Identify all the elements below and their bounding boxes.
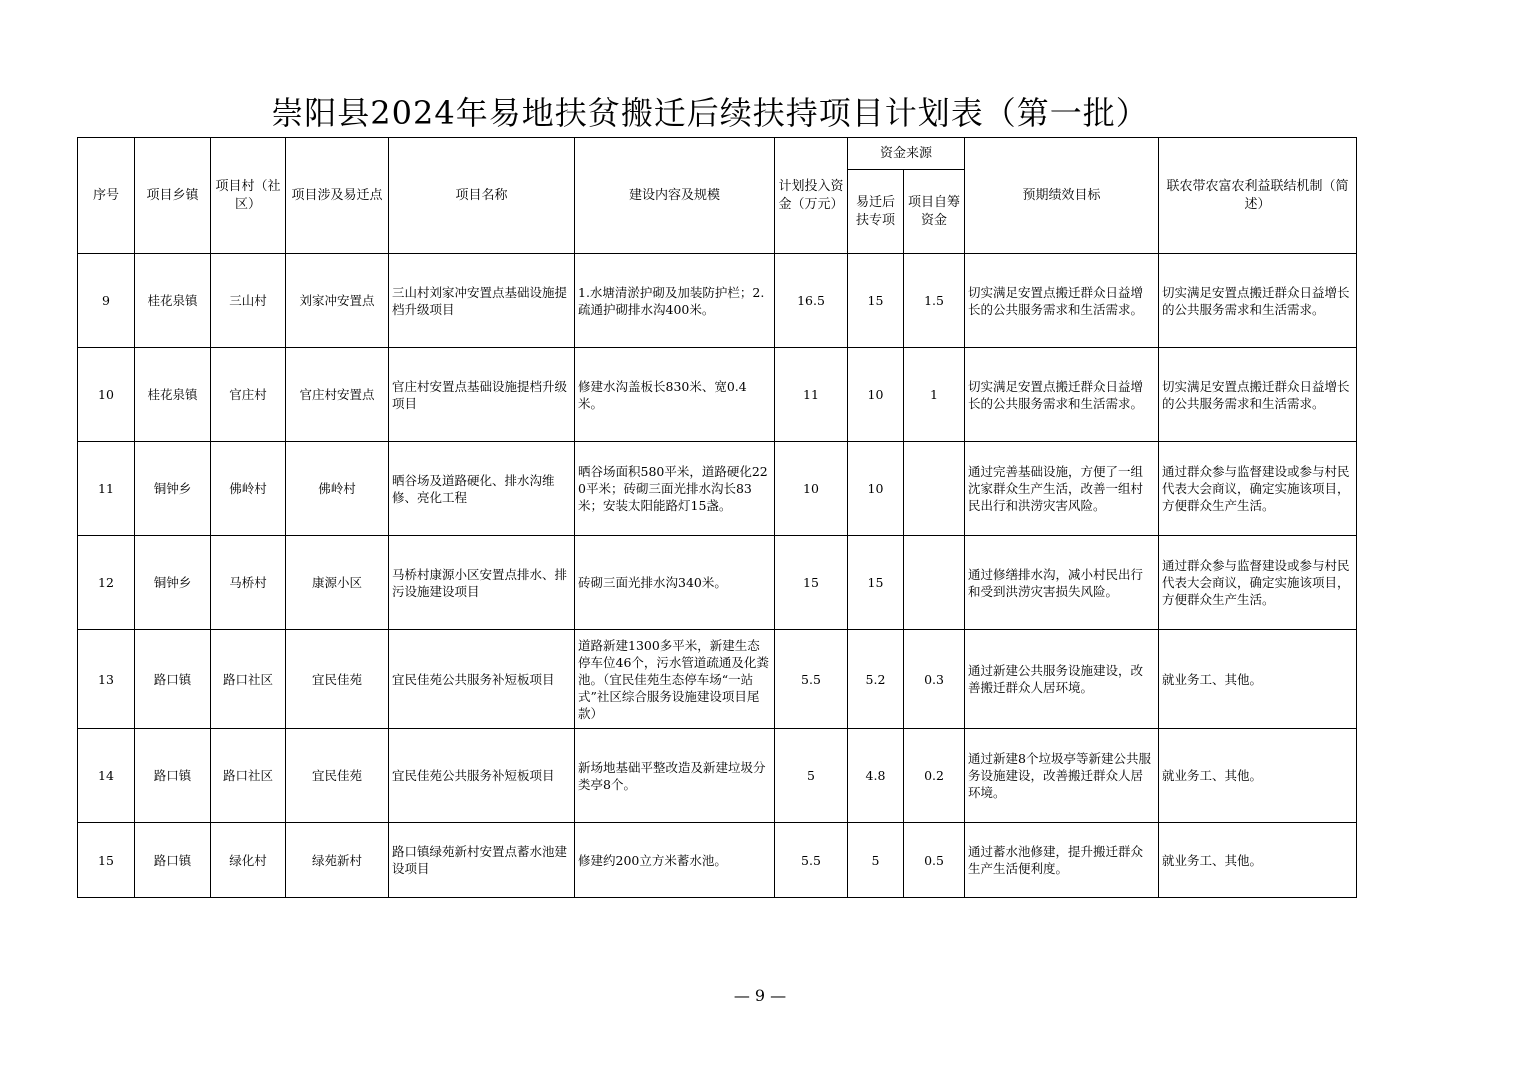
header-seq: 序号 xyxy=(78,138,135,254)
cell-mechanism: 通过群众参与监督建设或参与村民代表大会商议，确定实施该项目，方便群众生产生活。 xyxy=(1159,442,1357,536)
cell-self: 0.5 xyxy=(904,823,965,898)
cell-town: 铜钟乡 xyxy=(135,442,211,536)
page-number: — 9 — xyxy=(733,986,787,1005)
cell-plan: 5.5 xyxy=(775,823,848,898)
cell-plan: 15 xyxy=(775,536,848,630)
cell-mechanism: 切实满足安置点搬迁群众日益增长的公共服务需求和生活需求。 xyxy=(1159,348,1357,442)
cell-site: 佛岭村 xyxy=(286,442,389,536)
project-table xyxy=(77,137,1357,898)
cell-site: 宜民佳苑 xyxy=(286,729,389,823)
cell-site: 康源小区 xyxy=(286,536,389,630)
table-row xyxy=(78,536,1357,630)
cell-goal: 通过新建8个垃圾亭等新建公共服务设施建设，改善搬迁群众人居环境。 xyxy=(965,729,1159,823)
cell-content: 砖砌三面光排水沟340米。 xyxy=(575,536,775,630)
cell-village: 佛岭村 xyxy=(211,442,286,536)
cell-name: 宜民佳苑公共服务补短板项目 xyxy=(389,729,575,823)
cell-content: 晒谷场面积580平米，道路硬化220平米；砖砌三面光排水沟长83米；安装太阳能路灯15盏。 xyxy=(575,442,775,536)
cell-goal: 通过新建公共服务设施建设，改善搬迁群众人居环境。 xyxy=(965,630,1159,729)
cell-mechanism: 就业务工、其他。 xyxy=(1159,823,1357,898)
cell-self: 1 xyxy=(904,348,965,442)
table-row xyxy=(78,254,1357,348)
cell-site: 官庄村安置点 xyxy=(286,348,389,442)
cell-seq: 11 xyxy=(78,442,135,536)
cell-mechanism: 就业务工、其他。 xyxy=(1159,729,1357,823)
table-body xyxy=(78,254,1357,898)
cell-village: 路口社区 xyxy=(211,729,286,823)
header-name: 项目名称 xyxy=(389,138,575,254)
cell-village: 路口社区 xyxy=(211,630,286,729)
cell-name: 宜民佳苑公共服务补短板项目 xyxy=(389,630,575,729)
header-fund-source: 资金来源 xyxy=(848,138,965,170)
cell-goal: 切实满足安置点搬迁群众日益增长的公共服务需求和生活需求。 xyxy=(965,348,1159,442)
cell-plan: 11 xyxy=(775,348,848,442)
cell-special: 5 xyxy=(848,823,904,898)
cell-seq: 14 xyxy=(78,729,135,823)
cell-content: 修建水沟盖板长830米、宽0.4米。 xyxy=(575,348,775,442)
cell-name: 马桥村康源小区安置点排水、排污设施建设项目 xyxy=(389,536,575,630)
cell-content: 1.水塘清淤护砌及加装防护栏；2.疏通护砌排水沟400米。 xyxy=(575,254,775,348)
cell-self xyxy=(904,536,965,630)
cell-goal: 切实满足安置点搬迁群众日益增长的公共服务需求和生活需求。 xyxy=(965,254,1159,348)
header-fund-special: 易迁后扶专项 xyxy=(848,170,904,254)
cell-town: 路口镇 xyxy=(135,729,211,823)
cell-seq: 10 xyxy=(78,348,135,442)
cell-site: 宜民佳苑 xyxy=(286,630,389,729)
header-town: 项目乡镇 xyxy=(135,138,211,254)
cell-plan: 16.5 xyxy=(775,254,848,348)
cell-special: 15 xyxy=(848,254,904,348)
cell-plan: 10 xyxy=(775,442,848,536)
header-plan-fund: 计划投入资金（万元） xyxy=(775,138,848,254)
page-title: 崇阳县2024年易地扶贫搬迁后续扶持项目计划表（第一批） xyxy=(271,94,1149,132)
cell-site: 刘家冲安置点 xyxy=(286,254,389,348)
cell-special: 4.8 xyxy=(848,729,904,823)
table-row xyxy=(78,442,1357,536)
cell-mechanism: 切实满足安置点搬迁群众日益增长的公共服务需求和生活需求。 xyxy=(1159,254,1357,348)
header-fund-self: 项目自筹资金 xyxy=(904,170,965,254)
cell-town: 铜钟乡 xyxy=(135,536,211,630)
cell-site: 绿苑新村 xyxy=(286,823,389,898)
cell-town: 路口镇 xyxy=(135,823,211,898)
table-row xyxy=(78,729,1357,823)
cell-content: 道路新建1300多平米，新建生态停车位46个，污水管道疏通及化粪池。（宜民佳苑生态停车场“一站式”社区综合服务设施建设项目尾款） xyxy=(575,630,775,729)
table-header xyxy=(78,138,1357,254)
cell-name: 晒谷场及道路硬化、排水沟维修、亮化工程 xyxy=(389,442,575,536)
cell-plan: 5.5 xyxy=(775,630,848,729)
header-village: 项目村（社区） xyxy=(211,138,286,254)
cell-special: 5.2 xyxy=(848,630,904,729)
table-row xyxy=(78,823,1357,898)
cell-goal: 通过修缮排水沟，减小村民出行和受到洪涝灾害损失风险。 xyxy=(965,536,1159,630)
table-row xyxy=(78,348,1357,442)
cell-plan: 5 xyxy=(775,729,848,823)
cell-name: 官庄村安置点基础设施提档升级项目 xyxy=(389,348,575,442)
cell-town: 路口镇 xyxy=(135,630,211,729)
cell-self: 0.2 xyxy=(904,729,965,823)
cell-special: 10 xyxy=(848,442,904,536)
cell-goal: 通过蓄水池修建，提升搬迁群众生产生活便利度。 xyxy=(965,823,1159,898)
cell-seq: 13 xyxy=(78,630,135,729)
cell-mechanism: 就业务工、其他。 xyxy=(1159,630,1357,729)
cell-town: 桂花泉镇 xyxy=(135,254,211,348)
cell-village: 官庄村 xyxy=(211,348,286,442)
header-content: 建设内容及规模 xyxy=(575,138,775,254)
cell-seq: 9 xyxy=(78,254,135,348)
table-row xyxy=(78,630,1357,729)
cell-town: 桂花泉镇 xyxy=(135,348,211,442)
cell-content: 新场地基础平整改造及新建垃圾分类亭8个。 xyxy=(575,729,775,823)
cell-village: 绿化村 xyxy=(211,823,286,898)
header-mechanism: 联农带农富农利益联结机制（简述） xyxy=(1159,138,1357,254)
cell-mechanism: 通过群众参与监督建设或参与村民代表大会商议，确定实施该项目，方便群众生产生活。 xyxy=(1159,536,1357,630)
cell-self: 0.3 xyxy=(904,630,965,729)
cell-special: 10 xyxy=(848,348,904,442)
cell-self: 1.5 xyxy=(904,254,965,348)
header-site: 项目涉及易迁点 xyxy=(286,138,389,254)
cell-special: 15 xyxy=(848,536,904,630)
cell-self xyxy=(904,442,965,536)
header-goal: 预期绩效目标 xyxy=(965,138,1159,254)
cell-seq: 12 xyxy=(78,536,135,630)
cell-goal: 通过完善基础设施，方便了一组沈家群众生产生活，改善一组村民出行和洪涝灾害风险。 xyxy=(965,442,1159,536)
cell-content: 修建约200立方米蓄水池。 xyxy=(575,823,775,898)
cell-name: 路口镇绿苑新村安置点蓄水池建设项目 xyxy=(389,823,575,898)
cell-seq: 15 xyxy=(78,823,135,898)
cell-village: 三山村 xyxy=(211,254,286,348)
cell-village: 马桥村 xyxy=(211,536,286,630)
cell-name: 三山村刘家冲安置点基础设施提档升级项目 xyxy=(389,254,575,348)
